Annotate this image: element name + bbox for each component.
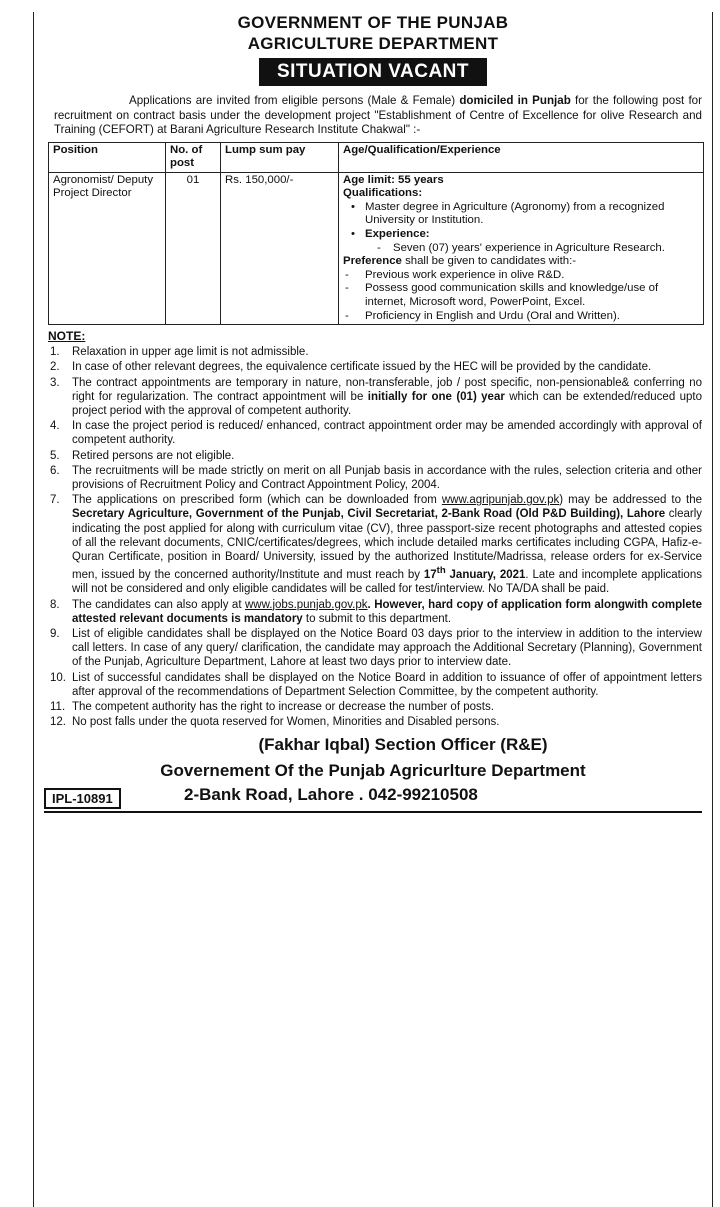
note-text: ) may be addressed to the — [559, 494, 702, 507]
note-title: NOTE: — [48, 329, 86, 344]
header-qualification: Age/Qualification/Experience — [339, 142, 704, 172]
notes-list — [48, 345, 702, 729]
note-number: 4. — [50, 420, 60, 433]
preference-label: Preference — [343, 255, 402, 268]
note-item — [48, 598, 702, 626]
note-item — [48, 464, 702, 492]
note-number: 2. — [50, 361, 60, 374]
note-item — [48, 419, 702, 447]
note-address: Secretary Agriculture, Government of the Punjab, Civil Secretariat, 2-Bank Road (Old P&D Building), Lahore — [72, 508, 666, 521]
preference-line — [343, 255, 699, 269]
note-item — [48, 627, 702, 670]
note-number: 8. — [50, 598, 60, 611]
qualifications-label: Qualifications: — [343, 187, 423, 200]
intro-paragraph — [54, 94, 702, 138]
note-number: 10. — [50, 671, 66, 684]
note-item — [48, 360, 702, 374]
experience-label: Experience: — [365, 228, 430, 241]
note-text: The competent authority has the right to increase or decrease the number of posts. — [72, 700, 494, 713]
header-position: Position — [49, 142, 166, 172]
experience-detail: - Seven (07) years' experience in Agriculture Research. — [365, 242, 699, 256]
header-no-of-post: No. of post — [166, 142, 221, 172]
note-number: 6. — [50, 464, 60, 477]
note-item — [48, 671, 702, 699]
preference-text: shall be given to candidates with:- — [405, 255, 577, 268]
note-text: The contract appointments are temporary in nature, non-transferable, job / post specific, non-pensionable& conferring no right for regularization. The contract appointment will be — [72, 376, 702, 403]
position-cell: Agronomist/ Deputy Project Director — [49, 172, 166, 325]
note-number: 11. — [50, 700, 66, 713]
agripunjab-link[interactable]: www.agripunjab.gov.pk — [441, 494, 560, 507]
note-item — [48, 715, 702, 729]
posts-cell: 01 — [166, 172, 221, 325]
note-mandatory: . However, hard copy of application form alongwith complete attested relevant documents is mandatory — [72, 598, 702, 625]
age-limit: Age limit: 55 years — [343, 173, 444, 186]
note-contract-period: initially for one (01) year — [367, 390, 505, 403]
note-text: No post falls under the quota reserved for Women, Minorities and Disabled persons. — [72, 716, 500, 729]
table-header-row — [49, 142, 704, 172]
intro-text-2: for the following post for recruitment on contract basis under the development project "Establishment of Centre of Excellence for olive Research and Training (CEFORT) at Barani Agriculture Research Institute Chakwal" :- — [54, 94, 702, 136]
qualifications-list — [343, 201, 699, 255]
pay-cell: Rs. 150,000/- — [221, 172, 339, 325]
signatory: (Fakhar Iqbal) Section Officer (R&E) — [258, 735, 548, 755]
note-text: In case of other relevant degrees, the equivalence certificate issued by the HEC will be provided by the candidate. — [72, 361, 652, 374]
note-text: clearly indicating the post applied for along with curriculum vitae (CV), three passport-size recent photographs and attested copies of all the relevant documents, CNIC/certificates/degrees, which include detailed marks certificates including CGPA, Hafiz-e-Quran Certificate, position in Board/ University, issued by the authorized Institute/Madrissa, release orders for ex-Service men, issued by the concerned authority/Institute and must reach by — [72, 508, 702, 582]
note-number: 12. — [50, 716, 66, 729]
situation-vacant-banner: SITUATION VACANT — [259, 58, 487, 86]
footer-bar — [34, 785, 712, 813]
footer-address: 2-Bank Road, Lahore . 042-99210508 — [184, 785, 478, 805]
qualification-item: • Master degree in Agriculture (Agronomy) from a recognized University or Institution. — [365, 201, 699, 228]
note-item — [48, 376, 702, 419]
note-item — [48, 493, 702, 596]
note-text: Relaxation in upper age limit is not admissible. — [72, 346, 309, 359]
intro-domicile: domiciled in Punjab — [459, 94, 571, 107]
note-number: 9. — [50, 627, 60, 640]
note-text: to submit to this department. — [305, 612, 452, 625]
note-item — [48, 345, 702, 359]
jobs-punjab-link[interactable]: www.jobs.punjab.gov.pk — [245, 598, 368, 611]
table-row — [49, 172, 704, 325]
note-text: List of successful candidates shall be displayed on the Notice Board in addition to issuance of offer of appointment letters after approval of the recommendations of Department Selection Committee, by the competent authority. — [72, 671, 702, 698]
note-text: . Late and incomplete applications will not be considered and only eligible candidates will be called for test/interview. No TA/DA shall be paid. — [72, 569, 702, 596]
note-text: Retired persons are not eligible. — [72, 449, 235, 462]
preference-item: - Possess good communication skills and knowledge/use of internet, Microsoft word, PowerPoint, Excel. — [365, 282, 699, 309]
ipl-number-badge: IPL-10891 — [44, 788, 121, 809]
preference-item: - Previous work experience in olive R&D. — [365, 269, 699, 283]
note-item — [48, 449, 702, 463]
note-deadline — [423, 565, 526, 582]
deadline-day: 17 — [423, 569, 437, 582]
note-number: 7. — [50, 494, 60, 507]
note-text: List of eligible candidates shall be displayed on the Notice Board 03 days prior to the interview in addition to the interview call letters. In case of any query/ clarification, the candidate may approach the Additional Secretary (Planning), Government of the Punjab, Agriculture Department, Lahore at least two days prior to interview date. — [72, 627, 702, 669]
note-text: In case the project period is reduced/ enhanced, contract appointment order may be amended accordingly with approval of competent authority. — [72, 420, 702, 447]
header-pay: Lump sum pay — [221, 142, 339, 172]
banner-wrap — [34, 58, 712, 86]
note-text: The applications on prescribed form (which can be downloaded from — [72, 494, 437, 507]
deadline-suffix: th — [436, 565, 446, 577]
note-text: which can be extended/reduced upto project period with the approval of competent authority. — [72, 390, 702, 418]
note-item — [48, 700, 702, 714]
position-table — [48, 142, 704, 326]
qualification-cell — [339, 172, 704, 325]
preference-list — [343, 269, 699, 323]
note-text: The candidates can also apply at — [72, 598, 242, 611]
preference-item: - Proficiency in English and Urdu (Oral and Written). — [365, 310, 699, 324]
note-number: 5. — [50, 449, 60, 462]
intro-text-1: Applications are invited from eligible persons (Male & Female) — [129, 94, 456, 107]
experience-item — [365, 228, 699, 255]
department-footer: Governement Of the Punjab Agricurlture Department — [160, 761, 586, 781]
note-text: The recruitments will be made strictly on merit on all Punjab basis in accordance with the rules, selection criteria and other provisions of Recruitment Policy and Contract Appointment Policy, 2004. — [72, 464, 702, 492]
advertisement-page — [33, 12, 713, 1207]
deadline-month: January, 2021 — [449, 569, 526, 582]
government-heading: GOVERNMENT OF THE PUNJAB — [237, 13, 509, 32]
note-number: 3. — [50, 376, 60, 389]
note-number: 1. — [50, 346, 60, 359]
department-heading: AGRICULTURE DEPARTMENT — [247, 34, 499, 53]
footer-rule — [44, 811, 702, 813]
